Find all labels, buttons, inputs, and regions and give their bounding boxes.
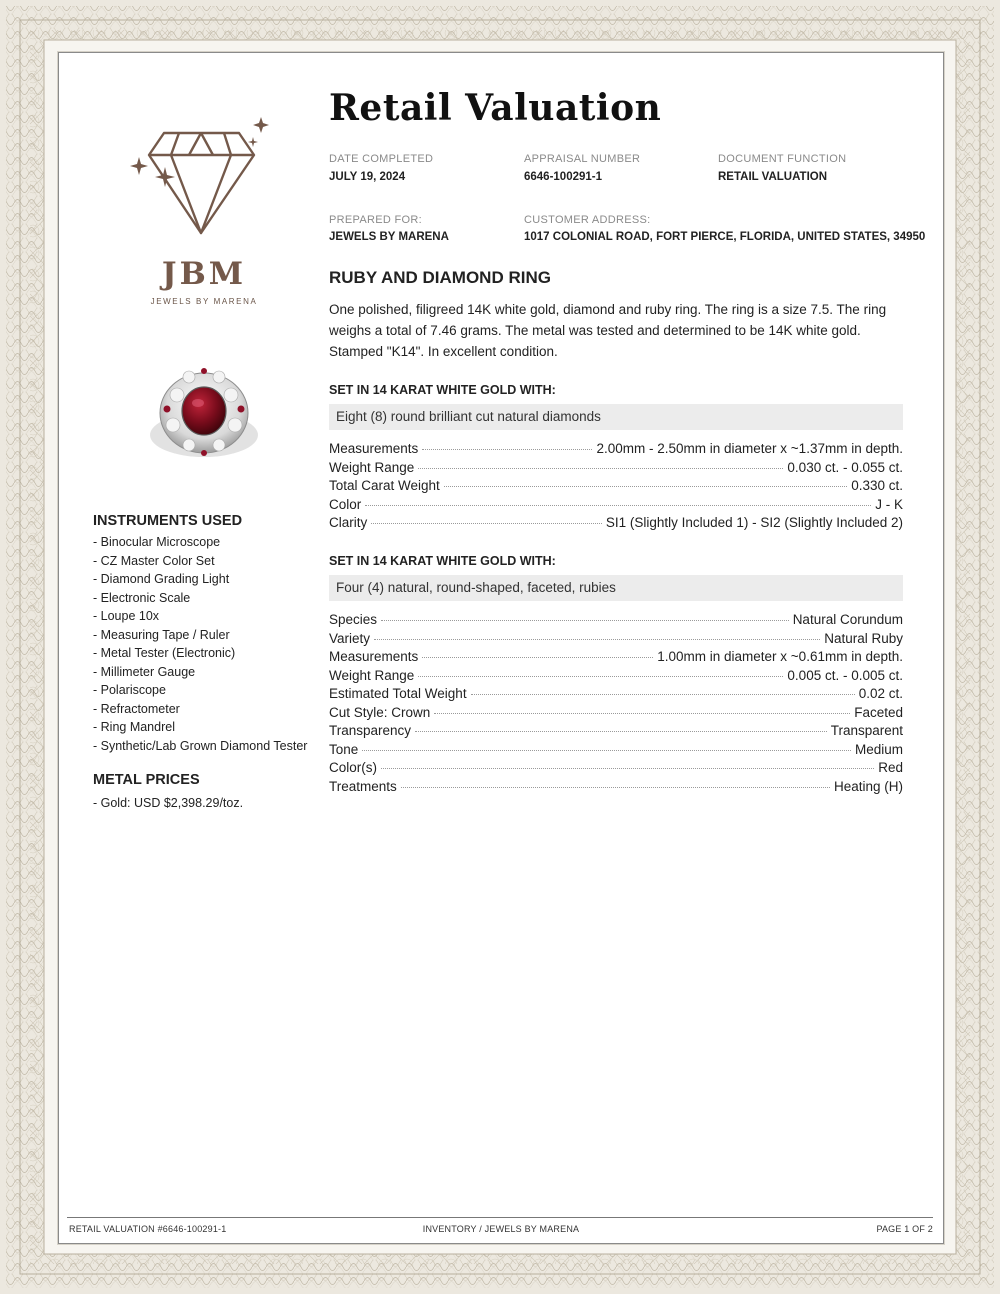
spec-row <box>329 649 903 668</box>
list-item: - Binocular Microscope <box>93 535 221 549</box>
spec-row <box>329 723 903 742</box>
list-item: - Polariscope <box>93 683 166 697</box>
spec-row <box>329 760 903 779</box>
appraisal-sheet <box>58 52 944 1244</box>
spec-value: SI1 (Slightly Included 1) - SI2 (Slightly Included 2) <box>605 515 903 530</box>
spec-label: Color(s) <box>329 760 378 775</box>
appraisal-number-label: APPRAISAL NUMBER <box>524 153 641 165</box>
list-item: - Synthetic/Lab Grown Diamond Tester <box>93 738 308 753</box>
list-item: - Measuring Tape / Ruler <box>93 627 230 642</box>
spec-value: Natural Ruby <box>824 630 903 646</box>
spec-label: Variety <box>329 630 371 646</box>
spec-value: 1.00mm in diameter x ~0.61mm in depth. <box>657 649 903 664</box>
spec-row <box>329 497 903 516</box>
page-footer <box>59 1217 943 1237</box>
spec-row <box>329 631 903 650</box>
list-item: - Ring Mandrel <box>93 720 175 734</box>
spec-row <box>329 668 903 687</box>
spec-value: 0.02 ct. <box>858 686 903 701</box>
diamonds-summary: Eight (8) round brilliant cut natural diamonds <box>329 404 903 430</box>
spec-label: Transparency <box>329 723 412 738</box>
spec-label: Color <box>329 496 362 512</box>
footer-inventory: INVENTORY / JEWELS BY MARENA <box>422 1224 580 1234</box>
document-function-label: DOCUMENT FUNCTION <box>718 153 847 165</box>
list-item: - Loupe 10x <box>93 609 160 623</box>
ring-photo <box>129 343 279 483</box>
spec-value: 0.030 ct. - 0.055 ct. <box>787 459 903 475</box>
spec-value: Transparent <box>830 723 903 738</box>
diamond-logo-icon <box>129 113 279 253</box>
spec-label: Weight Range <box>329 459 415 475</box>
spec-label: Estimated Total Weight <box>329 686 467 701</box>
spec-row <box>329 441 903 460</box>
spec-label: Weight Range <box>329 667 415 683</box>
spec-value: J - K <box>875 496 903 512</box>
list-item: - Millimeter Gauge <box>93 664 196 679</box>
spec-row <box>329 515 903 534</box>
spec-row <box>329 779 903 798</box>
ruby-spec-list <box>329 612 903 797</box>
spec-label: Total Carat Weight <box>329 478 440 493</box>
list-item: - Refractometer <box>93 701 180 716</box>
prepared-for-label: PREPARED FOR: <box>329 214 422 226</box>
spec-row <box>329 686 903 705</box>
customer-address-label: CUSTOMER ADDRESS: <box>524 214 651 226</box>
item-description: One polished, filigreed 14K white gold, diamond and ruby ring. The ring is a size 7.5. The ring weighs a total of 7.46 grams. The metal was tested and determined to be 14K white gold. Stamped "K14". In excellent condition. <box>329 302 887 359</box>
metal-prices-heading: METAL PRICES <box>93 772 200 788</box>
footer-reference: RETAIL VALUATION #6646-100291-1 <box>69 1224 227 1234</box>
spec-row <box>329 478 903 497</box>
logo-monogram: JBM <box>161 256 247 292</box>
appraisal-number-value: 6646-100291-1 <box>524 171 603 183</box>
list-item: - Gold: USD $2,398.29/toz. <box>93 796 244 810</box>
spec-value: 2.00mm - 2.50mm in diameter x ~1.37mm in depth. <box>596 441 903 456</box>
company-logo <box>129 113 279 306</box>
rubies-heading: SET IN 14 KARAT WHITE GOLD WITH: <box>329 554 556 568</box>
spec-label: Clarity <box>329 515 368 530</box>
spec-row <box>329 742 903 761</box>
metal-prices-list <box>93 794 243 813</box>
footer-page-number: PAGE 1 OF 2 <box>876 1224 933 1234</box>
logo-tagline: JEWELS BY MARENA <box>150 297 258 306</box>
spec-value: Red <box>878 760 903 775</box>
prepared-for-value: JEWELS BY MARENA <box>329 231 449 243</box>
list-item: - CZ Master Color Set <box>93 553 215 568</box>
spec-label: Measurements <box>329 441 419 456</box>
spec-value: Medium <box>854 741 903 757</box>
spec-value: Faceted <box>854 704 903 720</box>
item-title: RUBY AND DIAMOND RING <box>329 268 551 287</box>
list-item: - Electronic Scale <box>93 590 191 605</box>
spec-value: Natural Corundum <box>792 612 903 627</box>
spec-label: Species <box>329 612 378 627</box>
diamond-spec-list <box>329 441 903 534</box>
date-completed-value: JULY 19, 2024 <box>329 171 406 183</box>
list-item: - Diamond Grading Light <box>93 572 230 586</box>
spec-label: Tone <box>329 741 359 757</box>
spec-value: 0.330 ct. <box>851 478 903 493</box>
spec-row <box>329 705 903 724</box>
instruments-list <box>93 533 307 755</box>
date-completed-label: DATE COMPLETED <box>329 153 434 165</box>
rubies-summary: Four (4) natural, round-shaped, faceted, rubies <box>329 575 903 601</box>
customer-address-value: 1017 COLONIAL ROAD, FORT PIERCE, FLORIDA, UNITED STATES, 34950 <box>524 231 926 243</box>
spec-row <box>329 460 903 479</box>
list-item: - Metal Tester (Electronic) <box>93 646 236 660</box>
spec-label: Treatments <box>329 778 397 794</box>
document-title: Retail Valuation <box>329 87 662 129</box>
spec-label: Cut Style: Crown <box>329 704 431 720</box>
spec-label: Measurements <box>329 649 419 664</box>
spec-value: 0.005 ct. - 0.005 ct. <box>787 667 903 683</box>
document-function-value: RETAIL VALUATION <box>718 171 828 183</box>
diamonds-heading: SET IN 14 KARAT WHITE GOLD WITH: <box>329 383 556 397</box>
instruments-heading: INSTRUMENTS USED <box>93 513 243 529</box>
spec-row <box>329 612 903 631</box>
spec-value: Heating (H) <box>833 778 903 794</box>
